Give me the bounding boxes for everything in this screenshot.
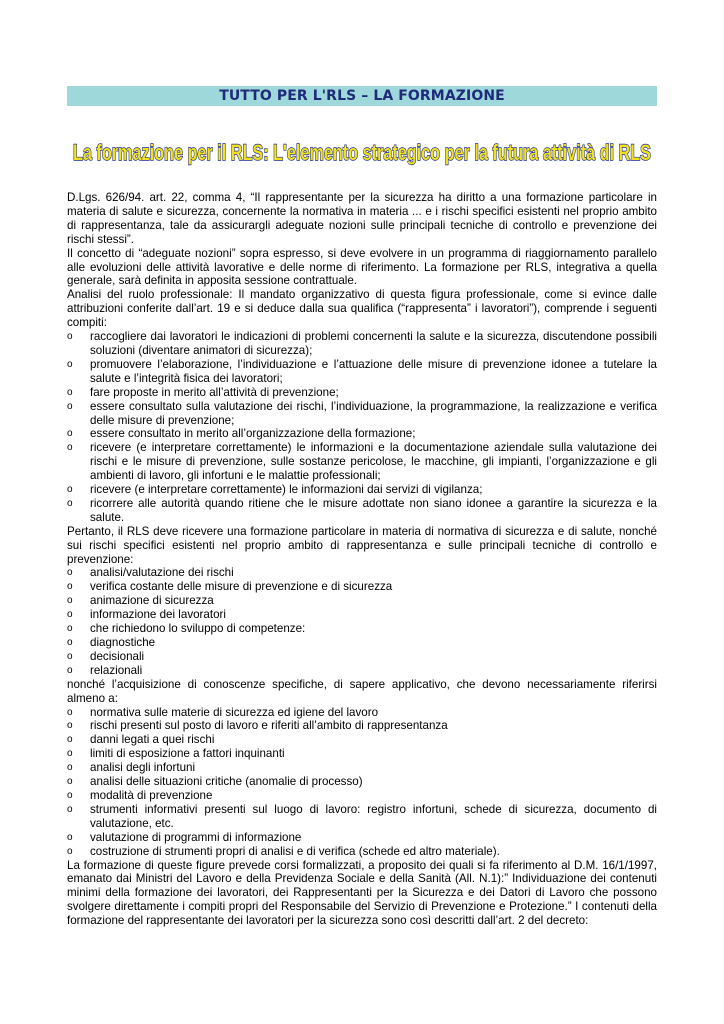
- list-item-text: che richiedono lo sviluppo di competenze:: [90, 622, 306, 636]
- list-item: [67, 608, 657, 622]
- bullet-icon: o: [67, 595, 73, 607]
- list-item-text: ricevere (e interpretare correttamente) le informazioni e la documentazione aziendale sulla valutazione dei rischi e le misure di prevenzione, sulle sostanze pericolose, le macchine, gli impianti, l’organizzazione e gli ambienti di lavoro, gli infortuni e le malattie professionali;: [90, 441, 657, 483]
- list-item: [67, 400, 657, 428]
- list-item-text: raccogliere dai lavoratori le indicazioni di problemi concernenti la salute e la sicurezza, discutendone possibili soluzioni (diventare animatori di sicurezza);: [90, 330, 657, 357]
- list-item-text: informazione dei lavoratori: [90, 608, 226, 622]
- list-item-text: normativa sulle materie di sicurezza ed igiene del lavoro: [90, 705, 379, 719]
- bullet-icon: o: [67, 734, 73, 746]
- list-item: [67, 636, 657, 650]
- list-item-text: analisi/valutazione dei rischi: [90, 566, 234, 580]
- bullet-icon: o: [67, 831, 73, 843]
- list-item-text: essere consultato in merito all’organizzazione della formazione;: [90, 427, 416, 441]
- bullet-icon: o: [67, 497, 73, 509]
- list-item: [67, 386, 657, 400]
- list-item-text: strumenti informativi presenti sul luogo di lavoro: registro infortuni, schede di sicurezza, documento di valutazione, etc.: [90, 802, 657, 830]
- list-item-text: valutazione di programmi di informazione: [90, 830, 302, 844]
- list-item-text: ricevere (e interpretare correttamente) le informazioni dai servizi di vigilanza;: [90, 483, 483, 497]
- bullet-icon: o: [67, 776, 73, 788]
- bullet-icon: o: [67, 664, 73, 676]
- bullet-icon: o: [67, 400, 73, 412]
- list-item-text: limiti di esposizione a fattori inquinanti: [90, 747, 285, 761]
- bullet-icon: o: [67, 650, 73, 662]
- list-item-text: danni legati a quei rischi: [90, 733, 215, 747]
- list-item: [67, 719, 657, 733]
- bullet-icon: o: [67, 331, 73, 343]
- list-item-text: decisionali: [90, 649, 145, 663]
- list-item-text: costruzione di strumenti propri di analisi e di verifica (schede ed altro materiale).: [90, 844, 500, 858]
- bullet-icon: o: [67, 428, 73, 440]
- list-item: [67, 706, 657, 720]
- list-item: [67, 358, 657, 386]
- list-item: [67, 775, 657, 789]
- subtitle-text: La formazione per il RLS: L'elemento strategico per la futura attività di RLS: [73, 140, 651, 165]
- bullet-icon: o: [67, 637, 73, 648]
- list-item-text: analisi delle situazioni critiche (anomalie di processo): [90, 775, 363, 789]
- tasks-list: [67, 330, 657, 525]
- paragraph-intro: D.Lgs. 626/94. art. 22, comma 4, “Il rappresentante per la sicurezza ha diritto a una formazione particolare in materia di salute e sicurezza, concernente la normativa in materia ... e i rischi specifici esistenti nel proprio ambito di rappresentanza, tale da assicurargli adeguate nozioni sulle principali tecniche di controllo e prevenzione dei rischi stessi”.: [67, 191, 657, 246]
- paragraph-concept: Il concetto di “adeguate nozioni” sopra espresso, si deve evolvere in un programma di riaggiornamento parallelo alle evoluzioni delle attività lavorative e delle norme di riferimento. La formazione per RLS, integrativa a quella generale, sarà definita in apposita sessione contrattuale.: [67, 246, 657, 288]
- list-item: [67, 330, 657, 358]
- bullet-icon: o: [67, 803, 73, 815]
- paragraph-knowledge: nonché l’acquisizione di conoscenze specifiche, di sapere applicativo, che devono necessariamente riferirsi almeno a:: [67, 677, 657, 705]
- prevention-list: [67, 566, 657, 677]
- bullet-icon: o: [67, 762, 73, 774]
- bullet-icon: o: [67, 442, 73, 454]
- bullet-icon: o: [67, 748, 73, 760]
- list-item: [67, 622, 657, 636]
- list-item-text: relazionali: [90, 663, 143, 677]
- list-item-text: fare proposte in merito all’attività di prevenzione;: [90, 385, 339, 399]
- list-item-text: ricorrere alle autorità quando ritiene che le misure adottate non siano idonee a garantire la sicurezza e la salute.: [90, 496, 657, 524]
- bullet-icon: o: [67, 609, 73, 621]
- list-item: [67, 441, 657, 483]
- bullet-icon: o: [67, 706, 73, 718]
- list-item: [67, 803, 657, 831]
- header-banner: [67, 86, 657, 106]
- bullet-icon: o: [67, 623, 73, 635]
- list-item-text: animazione di sicurezza: [90, 594, 214, 608]
- list-item-text: essere consultato sulla valutazione dei rischi, l’individuazione, la programmazione, la realizzazione e verifica delle misure di prevenzione;: [90, 399, 657, 427]
- knowledge-list: [67, 706, 657, 859]
- document-body: [67, 191, 657, 928]
- list-item-text: diagnostiche: [90, 636, 156, 649]
- list-item: [67, 650, 657, 664]
- bullet-icon: o: [67, 484, 73, 496]
- list-item: [67, 594, 657, 608]
- list-item-text: promuovere l’elaborazione, l’individuazione e l’attuazione delle misure di prevenzione idonee a tutelare la salute e l’integrità fisica dei lavoratori;: [90, 357, 657, 385]
- list-item: [67, 580, 657, 594]
- list-item-text: modalità di prevenzione: [90, 788, 213, 802]
- bullet-icon: o: [67, 720, 73, 732]
- bullet-icon: o: [67, 845, 73, 857]
- paragraph-courses: La formazione di queste figure prevede corsi formalizzati, a proposito dei quali si fa riferimento al D.M. 16/1/1997, emanato dai Ministri del Lavoro e della Previdenza Sociale e della Sanità (All. N.1):” Individuazione dei contenuti minimi della formazione dei lavoratori, dei Rappresentanti per la Sicurezza e dei Datori di Lavoro che possono svolgere direttamente i compiti propri del Responsabile del Servizio di Prevenzione e Protezione.” I contenuti della formazione del rappresentante dei lavoratori per la sicurezza sono così descritti dall’art. 2 del decreto:: [67, 858, 657, 928]
- list-item: [67, 747, 657, 761]
- bullet-icon: o: [67, 358, 73, 370]
- list-item: [67, 733, 657, 747]
- bullet-icon: o: [67, 567, 73, 579]
- list-item: [67, 483, 657, 497]
- subtitle-banner: [67, 136, 657, 168]
- list-item-text: verifica costante delle misure di prevenzione e di sicurezza: [90, 580, 393, 594]
- list-item: [67, 497, 657, 525]
- bullet-icon: o: [67, 386, 73, 398]
- list-item: [67, 761, 657, 775]
- list-item-text: analisi degli infortuni: [90, 761, 196, 775]
- list-item: [67, 831, 657, 845]
- subtitle-wordart: [67, 136, 657, 168]
- list-item: [67, 664, 657, 678]
- list-item: [67, 427, 657, 441]
- paragraph-role-analysis: Analisi del ruolo professionale: Il mandato organizzativo di questa figura professionale, come si evince dalle attribuzioni conferite dall’art. 19 e si deduce dalla sua qualifica (“rappresenta” i lavoratori”), comprende i seguenti compiti:: [67, 288, 657, 330]
- paragraph-training: Pertanto, il RLS deve ricevere una formazione particolare in materia di normativa di sicurezza e di salute, nonché sui rischi specifici esistenti nel proprio ambito di rappresentanza e sulle principali tecniche di controllo e prevenzione:: [67, 524, 657, 566]
- list-item: [67, 566, 657, 580]
- header-title: TUTTO PER L'RLS – LA FORMAZIONE: [219, 88, 505, 104]
- bullet-icon: o: [67, 789, 73, 801]
- list-item-text: rischi presenti sul posto di lavoro e riferiti all’ambito di rappresentanza: [90, 719, 448, 733]
- bullet-icon: o: [67, 581, 73, 593]
- list-item: [67, 789, 657, 803]
- list-item: [67, 845, 657, 859]
